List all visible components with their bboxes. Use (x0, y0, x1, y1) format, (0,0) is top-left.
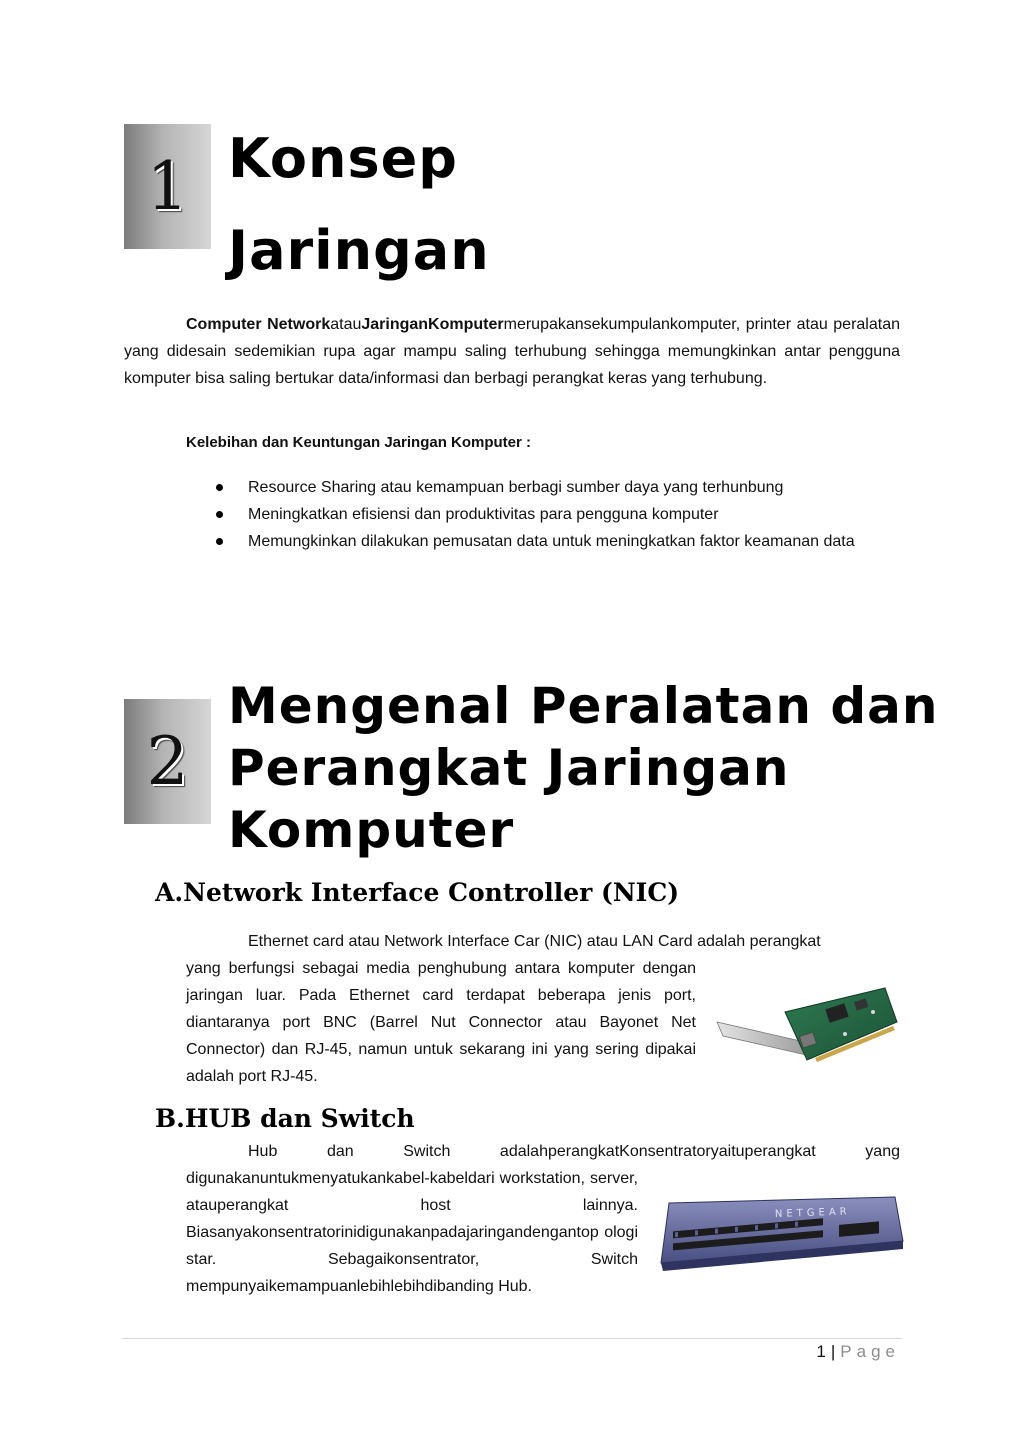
intro-bold-term: Computer Network (186, 316, 331, 333)
section-number-box (124, 699, 211, 824)
section-number-box (124, 124, 211, 249)
list-item-text: Meningkatkan efisiensi dan produktivitas para pengguna komputer (248, 506, 719, 523)
list-item (210, 501, 900, 528)
bullet-icon (216, 511, 223, 518)
hub-paragraph-first-line (186, 1138, 900, 1165)
section-title-line: Komputer (228, 801, 515, 859)
paragraph-text: Hub dan Switch adalahperangkatKonsentratoryaituperangkat yang (248, 1143, 900, 1160)
section-title-line: Konsep (228, 127, 458, 190)
page-footer (816, 1342, 900, 1362)
subsection-heading: B.HUB dan Switch (155, 1104, 415, 1133)
section-title-line: Mengenal Peralatan dan (228, 677, 939, 735)
intro-text: merupakansekumpulankomputer, printer atau peralatan yang didesain sedemikian rupa agar mampu saling terhubung sehingga memungkinkan antar pengguna komputer bisa saling bertukar data/informasi dan berbagi perangkat keras yang terhubung. (124, 316, 901, 387)
list-item-text: Memungkinkan dilakukan pemusatan data untuk meningkatkan faktor keamanan data (248, 533, 855, 550)
nic-paragraph: yang berfungsi sebagai media penghubung antara komputer dengan jaringan luar. Pada Ethernet card terdapat beberapa jenis port, diantaranya port BNC (Barrel Nut Connector atau Bayonet Net Connector) dan RJ-45, namun untuk sekarang ini yang sering dipakai adalah port RJ-45. (186, 960, 696, 1085)
bullet-icon (216, 484, 223, 491)
section-number: 2 (146, 723, 189, 800)
section-title (228, 675, 938, 861)
advantages-heading: Kelebihan dan Keuntungan Jaringan Komputer : (186, 434, 532, 451)
section-number: 1 (146, 148, 189, 225)
footer-separator: | (830, 1342, 837, 1361)
subsection-heading: A.Network Interface Controller (NIC) (155, 878, 680, 907)
page-number: 1 (816, 1342, 827, 1361)
section-title-line: Perangkat Jaringan (228, 739, 790, 797)
section-title-line: Jaringan (228, 219, 490, 282)
hub-paragraph: digunakanuntukmenyatukankabel-kabeldari workstation, server, atauperangkat host lainnya. Biasanyakonsentratorinidigunakanpadajaringandengantop ologi star. Sebagaikonsentrator, Switch mempunyaikemampuanlebihlebihdibanding Hub. (186, 1170, 638, 1295)
network-switch-image (655, 1193, 905, 1273)
nic-paragraph-first-line (186, 928, 900, 955)
page-word: Page (840, 1342, 900, 1361)
intro-paragraph (124, 311, 900, 392)
paragraph-text: Ethernet card atau Network Interface Car (NIC) atau LAN Card adalah perangkat (248, 933, 821, 950)
advantages-list (210, 474, 900, 555)
intro-text: atau (330, 316, 362, 333)
list-item (210, 474, 900, 501)
section-title (228, 128, 490, 282)
list-item (210, 528, 900, 555)
list-item-text: Resource Sharing atau kemampuan berbagi sumber daya yang terhunbung (248, 479, 784, 496)
switch-brand-label: NETGEAR (774, 1206, 851, 1220)
bullet-icon (216, 538, 223, 545)
intro-bold-term: JaringanKomputer (361, 316, 504, 333)
network-card-image (715, 982, 900, 1074)
footer-divider (122, 1338, 902, 1339)
